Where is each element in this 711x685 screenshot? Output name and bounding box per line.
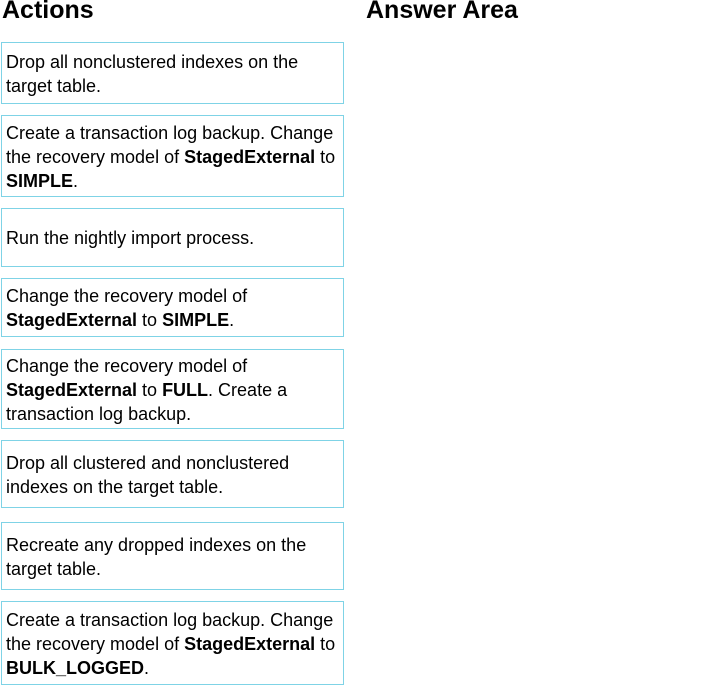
action-item-text: Change the recovery model of StagedExternal to FULL. Create a transaction log backup. <box>6 355 288 424</box>
action-item-recreate-indexes[interactable] <box>1 522 344 590</box>
action-item-text: Create a transaction log backup. Change the recovery model of StagedExternal to BULK_LOGGED. <box>6 609 336 678</box>
action-item-drop-nonclustered[interactable] <box>1 42 344 104</box>
action-item-log-backup-bulk-logged[interactable] <box>1 601 344 685</box>
action-item-drop-all-indexes[interactable] <box>1 440 344 508</box>
answer-area-drop-zone[interactable] <box>366 40 706 680</box>
answer-area-heading: Answer Area <box>366 0 518 24</box>
action-item-run-import[interactable] <box>1 208 344 267</box>
action-item-text: Drop all clustered and nonclustered indexes on the target table. <box>6 452 290 497</box>
action-item-text: Drop all nonclustered indexes on the target table. <box>6 51 299 96</box>
action-item-text: Run the nightly import process. <box>6 228 255 248</box>
action-item-log-backup-simple[interactable] <box>1 115 344 197</box>
action-item-recovery-full-backup[interactable] <box>1 349 344 429</box>
action-item-text: Recreate any dropped indexes on the target table. <box>6 534 307 579</box>
action-item-text: Create a transaction log backup. Change the recovery model of StagedExternal to SIMPLE. <box>6 122 336 191</box>
actions-heading: Actions <box>2 0 94 24</box>
action-item-recovery-simple[interactable] <box>1 278 344 337</box>
action-item-text: Change the recovery model of StagedExternal to SIMPLE. <box>6 286 248 330</box>
